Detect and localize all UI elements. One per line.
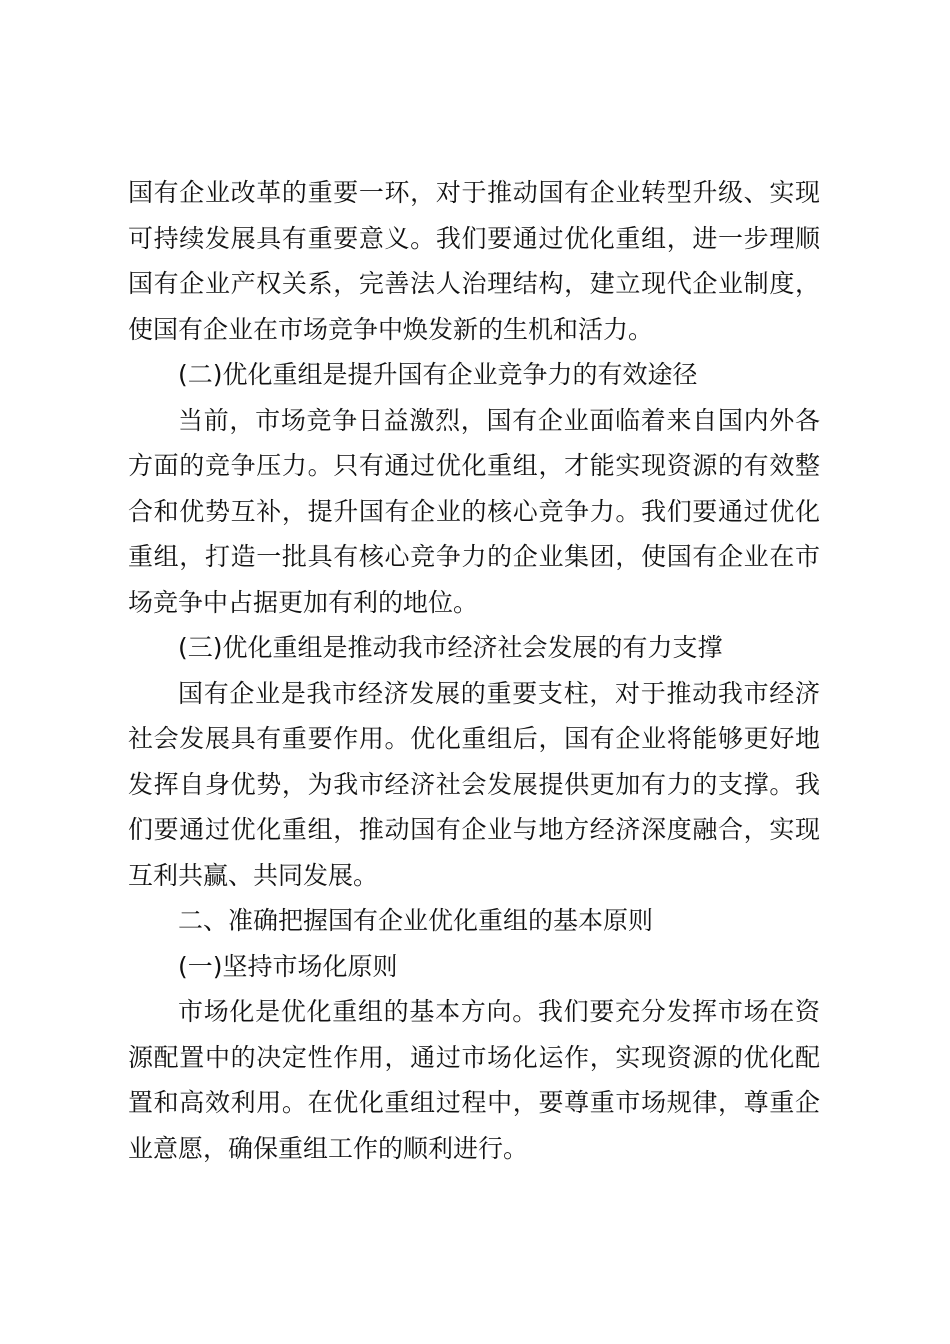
section-heading-1: (一)坚持市场化原则 (178, 951, 398, 981)
paragraph: 国有企业是我市经济发展的重要支柱，对于推动我市经济社会发展具有重要作用。优化重组后，国有企业将能够更好地发挥自身优势，为我市经济社会发展提供更加有力的支撑。我们要通过优化重组，推动国有企业与地方经济深度融合，实现互利共赢、共同发展。 (128, 678, 820, 890)
section-heading-3: (三)优化重组是推动我市经济社会发展的有力支撑 (178, 633, 723, 662)
paragraph: 当前，市场竞争日益激烈，国有企业面临着来自国内外各方面的竞争压力。只有通过优化重组，才能实现资源的有效整合和优势互补，提升国有企业的核心竞争力。我们要通过优化重组，打造一批具有核心竞争力的企业集团，使国有企业在市场竞争中占据更加有利的地位。 (128, 405, 820, 617)
paragraph: 市场化是优化重组的基本方向。我们要充分发挥市场在资源配置中的决定性作用，通过市场化运作，实现资源的优化配置和高效利用。在优化重组过程中，要尊重市场规律，尊重企业意愿，确保重组工作的顺利进行。 (128, 997, 820, 1163)
chapter-heading: 二、准确把握国有企业优化重组的基本原则 (178, 906, 654, 935)
paragraph-continuation: 国有企业改革的重要一环，对于推动国有企业转型升级、实现可持续发展具有重要意义。我们要通过优化重组，进一步理顺国有企业产权关系，完善法人治理结构，建立现代企业制度，使国有企业在市场竞争中焕发新的生机和活力。 (128, 178, 820, 344)
section-heading-2: (二)优化重组是提升国有企业竞争力的有效途径 (178, 360, 698, 389)
document-body (128, 170, 820, 1171)
